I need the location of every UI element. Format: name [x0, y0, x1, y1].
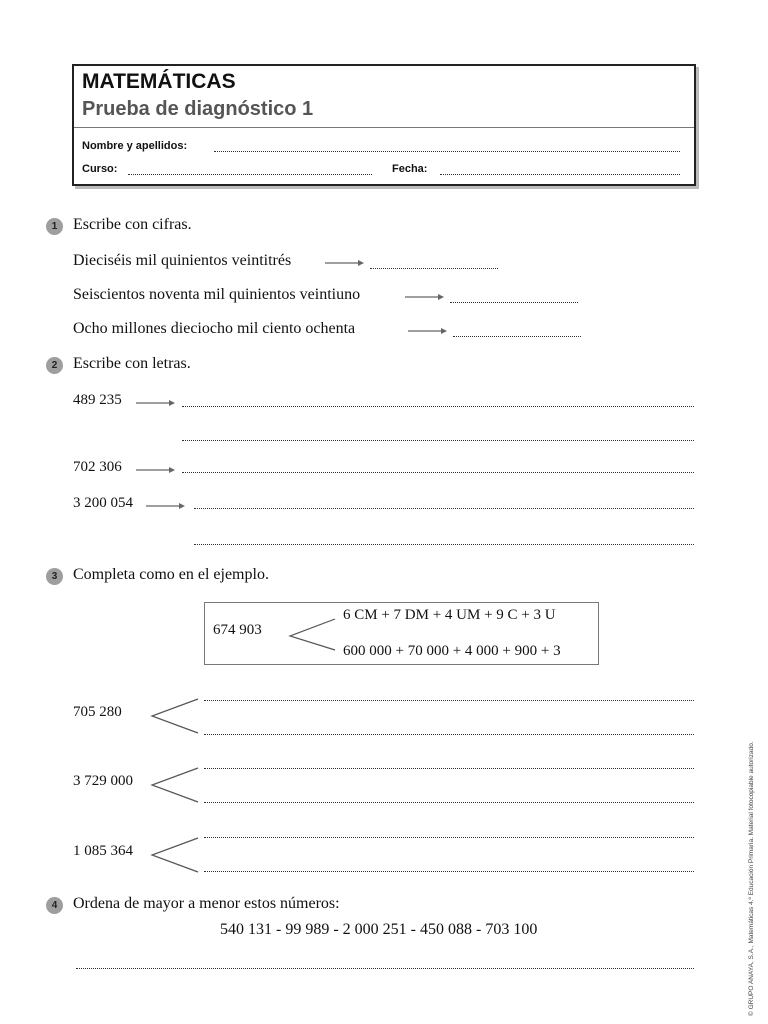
arrow-right-icon [146, 501, 186, 511]
ex1-item-2-text: Seiscientos noventa mil quinientos veintiuno [73, 286, 361, 303]
example-line-1: 6 CM + 7 DM + 4 UM + 9 C + 3 U [343, 607, 556, 623]
example-box [204, 602, 599, 665]
ex3-answer-1a[interactable] [204, 700, 694, 701]
exercise-2-instruction: Escribe con letras. [73, 355, 191, 372]
ex1-answer-2[interactable] [450, 302, 578, 303]
brace-split-icon [150, 836, 200, 874]
ex1-answer-3[interactable] [453, 336, 581, 337]
ex3-item-1-number: 705 280 [73, 704, 122, 720]
name-label: Nombre y apellidos: [82, 140, 188, 152]
ex3-item-2-number: 3 729 000 [73, 773, 133, 789]
arrow-right-icon [136, 465, 176, 475]
brace-split-icon [150, 766, 200, 804]
example-line-2: 600 000 + 70 000 + 4 000 + 900 + 3 [343, 643, 561, 659]
ex2-answer-1a[interactable] [182, 406, 694, 407]
ex3-answer-2a[interactable] [204, 768, 694, 769]
ex3-answer-2b[interactable] [204, 802, 694, 803]
date-label: Fecha: [392, 163, 428, 175]
ex2-answer-1b[interactable] [182, 440, 694, 441]
ex2-item-3-number: 3 200 054 [73, 495, 133, 511]
ex3-answer-1b[interactable] [204, 734, 694, 735]
ex3-answer-3b[interactable] [204, 871, 694, 872]
ex2-answer-3b[interactable] [194, 544, 694, 545]
exercise-4-number: 4 [46, 897, 63, 914]
copyright-note: © GRUPO ANAYA, S.A., Matemáticas 4.º Educación Primaria. Material fotocopiable autorizado. [748, 741, 755, 1016]
arrow-right-icon [405, 292, 445, 302]
ex3-item-3-number: 1 085 364 [73, 843, 133, 859]
page-title: MATEMÁTICAS [82, 70, 236, 93]
ex3-answer-3a[interactable] [204, 837, 694, 838]
exercise-4-instruction: Ordena de mayor a menor estos números: [73, 895, 340, 912]
example-number: 674 903 [213, 622, 262, 638]
ex1-answer-1[interactable] [370, 268, 498, 269]
ex2-item-1-number: 489 235 [73, 392, 122, 408]
arrow-right-icon [136, 398, 176, 408]
exercise-3-number: 3 [46, 568, 63, 585]
page-subtitle: Prueba de diagnóstico 1 [82, 98, 314, 120]
ex4-numbers: 540 131 - 99 989 - 2 000 251 - 450 088 - 703 100 [220, 921, 538, 938]
brace-split-icon [288, 616, 338, 652]
brace-split-icon [150, 697, 200, 735]
course-field[interactable] [128, 174, 372, 175]
header-divider [74, 127, 694, 128]
exercise-2-number: 2 [46, 357, 63, 374]
name-field[interactable] [214, 151, 680, 152]
exercise-3-instruction: Completa como en el ejemplo. [73, 566, 269, 583]
ex4-answer[interactable] [76, 968, 694, 969]
ex1-item-3-text: Ocho millones dieciocho mil ciento ochenta [73, 320, 356, 337]
arrow-right-icon [408, 326, 448, 336]
header-box [72, 64, 696, 186]
ex2-answer-2[interactable] [182, 472, 694, 473]
exercise-1-instruction: Escribe con cifras. [73, 216, 192, 233]
ex2-answer-3a[interactable] [194, 508, 694, 509]
course-label: Curso: [82, 163, 118, 175]
ex2-item-2-number: 702 306 [73, 459, 122, 475]
arrow-right-icon [325, 258, 365, 268]
exercise-1-number: 1 [46, 218, 63, 235]
ex1-item-1-text: Dieciséis mil quinientos veintitrés [73, 252, 292, 269]
date-field[interactable] [440, 174, 680, 175]
